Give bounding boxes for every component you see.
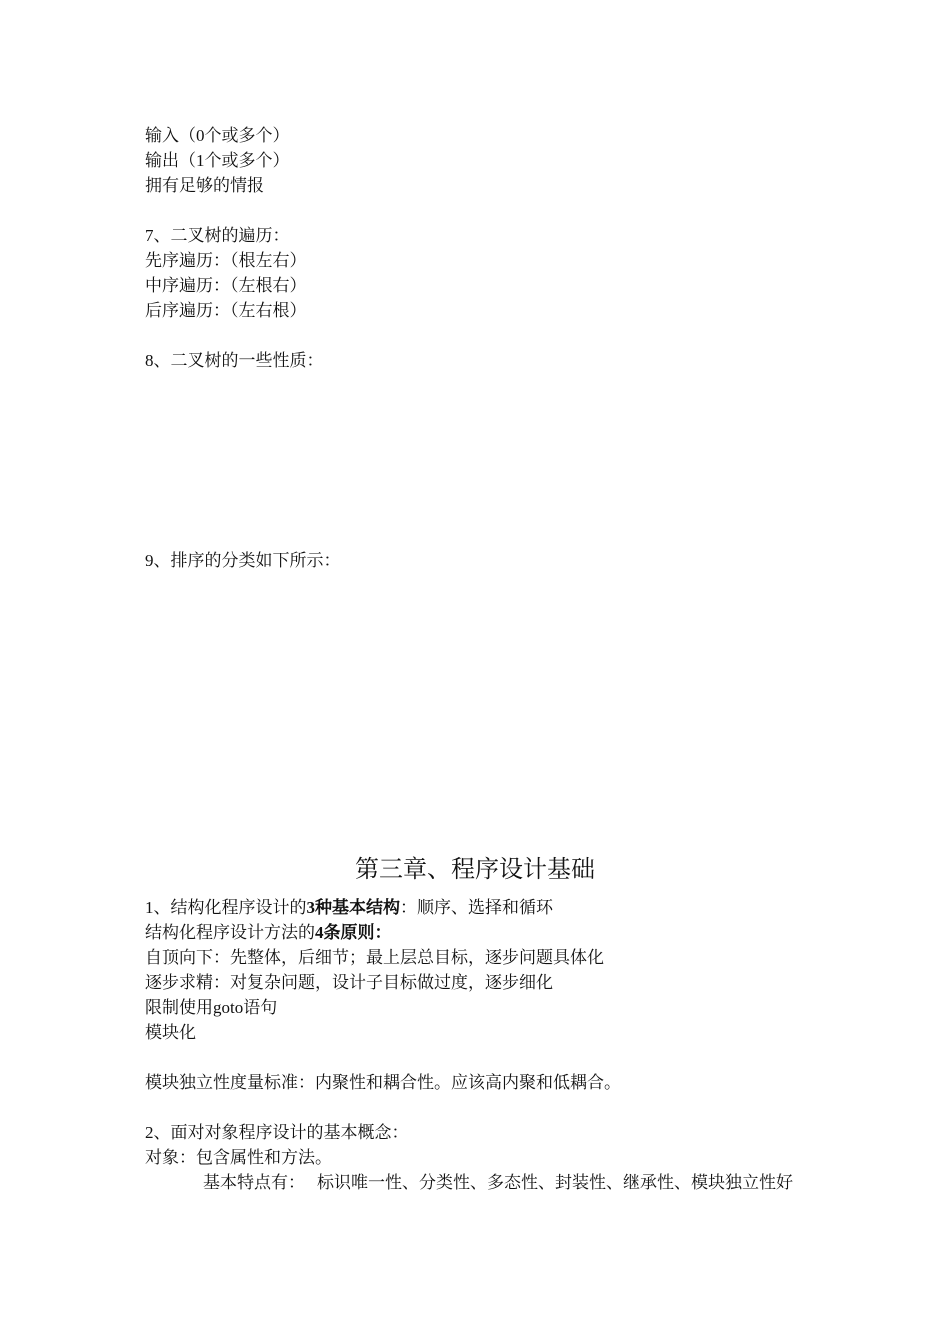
traversal-heading: 7、二叉树的遍历： (145, 226, 290, 245)
algorithm-trait-output: 输出（1个或多个） (145, 151, 290, 170)
structured-basic-structures (145, 895, 553, 920)
structured-principles-heading (145, 920, 392, 945)
traversal-preorder: 先序遍历：（根左右） (145, 251, 307, 270)
oop-heading: 2、面对对象程序设计的基本概念： (145, 1123, 409, 1142)
structured-line2-prefix: 结构化程序设计方法的 (145, 923, 315, 942)
sorting-heading: 9、排序的分类如下所示： (145, 551, 341, 570)
structured-line1-prefix: 1、结构化程序设计的 (145, 898, 307, 917)
chapter-title: 第三章、程序设计基础 (355, 857, 595, 883)
module-independence-standard: 模块独立性度量标准：内聚性和耦合性。应该高内聚和低耦合。 (145, 1073, 621, 1092)
traversal-inorder: 中序遍历：（左根右） (145, 276, 307, 295)
algorithm-trait-input: 输入（0个或多个） (145, 126, 290, 145)
principle-modularity: 模块化 (145, 1023, 196, 1042)
oop-features-label: 基本特点有： (203, 1173, 305, 1192)
principle-top-down: 自顶向下：先整体，后细节；最上层总目标，逐步问题具体化 (145, 948, 604, 967)
binary-tree-properties-heading: 8、二叉树的一些性质： (145, 351, 324, 370)
algorithm-trait-info: 拥有足够的情报 (145, 176, 264, 195)
principle-stepwise-refinement: 逐步求精：对复杂问题，设计子目标做过度，逐步细化 (145, 973, 553, 992)
structured-line1-bold: 3种基本结构 (306, 898, 400, 917)
oop-object-line: 对象：包含属性和方法。 (145, 1148, 332, 1167)
traversal-postorder: 后序遍历：（左右根） (145, 301, 307, 320)
structured-line1-suffix: ：顺序、选择和循环 (400, 898, 553, 917)
principle-limit-goto: 限制使用goto语句 (145, 998, 278, 1017)
oop-features-text: 标识唯一性、分类性、多态性、封装性、继承性、模块独立性好 (317, 1173, 793, 1192)
structured-line2-bold: 4条原则： (315, 923, 392, 942)
